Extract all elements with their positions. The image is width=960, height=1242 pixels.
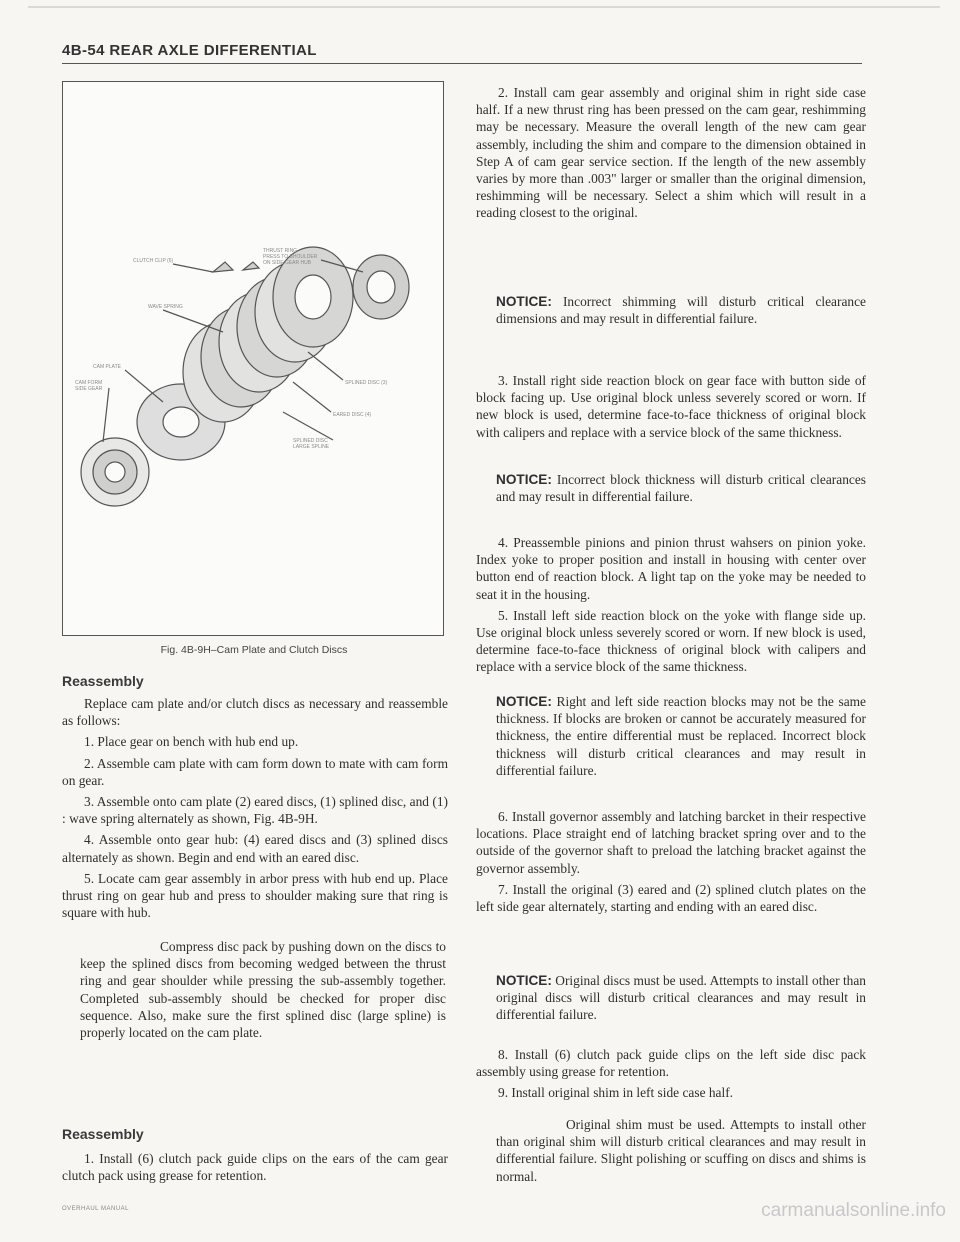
right-step-3 xyxy=(476,372,866,441)
step-guide-clips: 1. Install (6) clutch pack guide clips on the ears of the cam gear clutch pack using grease for retention. xyxy=(62,1151,448,1184)
figure-caption: Fig. 4B-9H–Cam Plate and Clutch Discs xyxy=(160,644,348,656)
right-steps-4-5 xyxy=(476,534,866,676)
step-4: 4. Assemble onto gear hub: (4) eared discs and (3) splined discs alternately as shown. Begin and end with an eared disc. xyxy=(62,832,448,865)
notice-4 xyxy=(496,972,866,1024)
right-step-2 xyxy=(476,84,866,222)
svg-text:LARGE SPLINE: LARGE SPLINE xyxy=(293,444,330,450)
svg-text:WAVE SPRING: WAVE SPRING xyxy=(148,304,183,310)
notice-1 xyxy=(496,293,866,327)
notice-original-discs xyxy=(496,972,866,1024)
note-text: Compress disc pack by pushing down on the discs to keep the splined discs from becoming wedged between the thrust ring and gear shoulder while pressing the sub-assembly together. Completed sub-assembly should be checked for proper disc sequence. Also, make sure the first splined disc (large spline) is properly located on the cam plate. xyxy=(80,939,446,1041)
right-steps-8-9 xyxy=(476,1046,866,1102)
notice-1-text: Incorrect shimming will disturb critical clearance dimensions and may result in differential failure. xyxy=(496,294,866,327)
right-steps-6-7 xyxy=(476,808,866,915)
step-9-original-shim: 9. Install original shim in left side case half. xyxy=(498,1085,734,1101)
header-rule xyxy=(62,63,862,64)
step-5-left-reaction-block: 5. Install left side reaction block on the yoke with flange side up. Use original block unless severely scored or worn. If new block is used, determine face-to-face thickness of original block with calipers and replace with a service block of the same thickness. xyxy=(476,607,866,675)
top-scan-line xyxy=(28,6,940,8)
svg-text:CAM FORM: CAM FORM xyxy=(75,380,103,386)
notice-label: NOTICE: xyxy=(496,294,552,309)
svg-text:CLUTCH CLIP (6): CLUTCH CLIP (6) xyxy=(133,258,174,264)
notice-3-text: Right and left side reaction blocks may not be the same thickness. If blocks are broken or cannot be accurately measured for thickness, the entire differential must be replaced. Incorrect block thickness will disturb critical clearances and may result in differential failure. xyxy=(496,694,866,778)
page-header: 4B-54 REAR AXLE DIFFERENTIAL xyxy=(62,42,317,59)
svg-text:SPLINED DISC (3): SPLINED DISC (3) xyxy=(345,380,388,386)
svg-text:THRUST RING: THRUST RING xyxy=(263,248,298,254)
step-2-install-cam-gear: 2. Install cam gear assembly and original shim in right side case half. If a new thrust ring has been pressed on the cam gear, reshimming may be necessary. Measure the overall length of the new cam gear assembly, including the shim and compare to the dimension obtained in Step A of cam gear service section. If the length of the new assembly varies by more than .003" larger or smaller than the original dimension, reshimming will be necessary. Select a shim which will result in a reading closest to the original. xyxy=(476,85,866,221)
section-heading-reassembly: Reassembly xyxy=(62,673,144,689)
figure-frame xyxy=(62,81,444,636)
notice-2-text: Incorrect block thickness will disturb critical clearances and may result in differential failure. xyxy=(496,472,866,505)
step-7-clutch-plates: 7. Install the original (3) eared and (2) splined clutch plates on the left side gear alternately, starting and ending with an eared disc. xyxy=(476,881,866,915)
left-column-block-2 xyxy=(62,1150,448,1184)
step-5: 5. Locate cam gear assembly in arbor press with hub end up. Place thrust ring on gear hub and press to shoulder making sure that ring is square with hub. xyxy=(62,870,448,921)
step-4-pinions: 4. Preassemble pinions and pinion thrust wahsers on pinion yoke. Index yoke to proper position and install in housing with center over button end of reaction block. A light tap on the yoke may be needed to seat it in the housing. xyxy=(476,535,866,602)
notice-3 xyxy=(496,693,866,779)
step-3: 3. Assemble onto cam plate (2) eared discs, (1) splined disc, and (1) : wave spring alternately as shown, Fig. 4B-9H. xyxy=(62,794,448,827)
footer-label: OVERHAUL MANUAL xyxy=(62,1206,129,1212)
notice-label: NOTICE: xyxy=(496,472,552,487)
notice-4-text: Original discs must be used. Attempts to install other than original discs will disturb critical clearances and may result in differential failure. xyxy=(496,973,866,1023)
notice-shimming xyxy=(496,293,866,327)
cam-plate-clutch-illustration xyxy=(63,82,443,635)
paragraph-intro: Replace cam plate and/or clutch discs as necessary and reassemble as follows: xyxy=(62,696,448,729)
notice-2 xyxy=(496,471,866,505)
section-heading-reassembly-2: Reassembly xyxy=(62,1126,144,1142)
step-1: 1. Place gear on bench with hub end up. xyxy=(84,734,299,750)
note-original-shim xyxy=(496,1116,866,1185)
svg-text:SPLINED DISC: SPLINED DISC xyxy=(293,438,328,444)
notice-label: NOTICE: xyxy=(496,694,552,709)
notice-block-thickness xyxy=(496,471,866,505)
note-compress-disc-pack xyxy=(80,938,446,1041)
svg-text:EARED DISC (4): EARED DISC (4) xyxy=(333,412,372,418)
svg-text:PRESS TO SHOULDER: PRESS TO SHOULDER xyxy=(263,254,318,260)
step-2: 2. Assemble cam plate with cam form down to mate with cam form on gear. xyxy=(62,755,448,788)
step-8-guide-clips: 8. Install (6) clutch pack guide clips on the left side disc pack assembly using grease for retention. xyxy=(476,1047,866,1080)
step-6-governor: 6. Install governor assembly and latching barcket in their respective locations. Place straight end of latching bracket spring over and to the outside of the governor shaft to preload the latching bracket against the governor assembly. xyxy=(476,809,866,876)
step-3-reaction-block: 3. Install right side reaction block on gear face with button side of block facing up. Use original block unless severely scored or worn. If new block is used, determine face-to-face thickness of original block with calipers and replace with a service block of the same thickness. xyxy=(476,373,866,440)
svg-text:SIDE GEAR: SIDE GEAR xyxy=(75,386,103,392)
site-watermark: carmanualsonline.info xyxy=(761,1200,946,1221)
svg-text:CAM PLATE: CAM PLATE xyxy=(93,364,121,370)
notice-label: NOTICE: xyxy=(496,973,552,988)
left-column-block-1 xyxy=(62,695,448,921)
note-2-text: Original shim must be used. Attempts to install other than original shim will disturb critical clearances and may result in differential failure. Slight polishing or scuffing on discs and shims is normal. xyxy=(496,1117,866,1184)
notice-reaction-blocks xyxy=(496,693,866,779)
svg-text:ON SIDE GEAR HUB: ON SIDE GEAR HUB xyxy=(263,260,312,266)
